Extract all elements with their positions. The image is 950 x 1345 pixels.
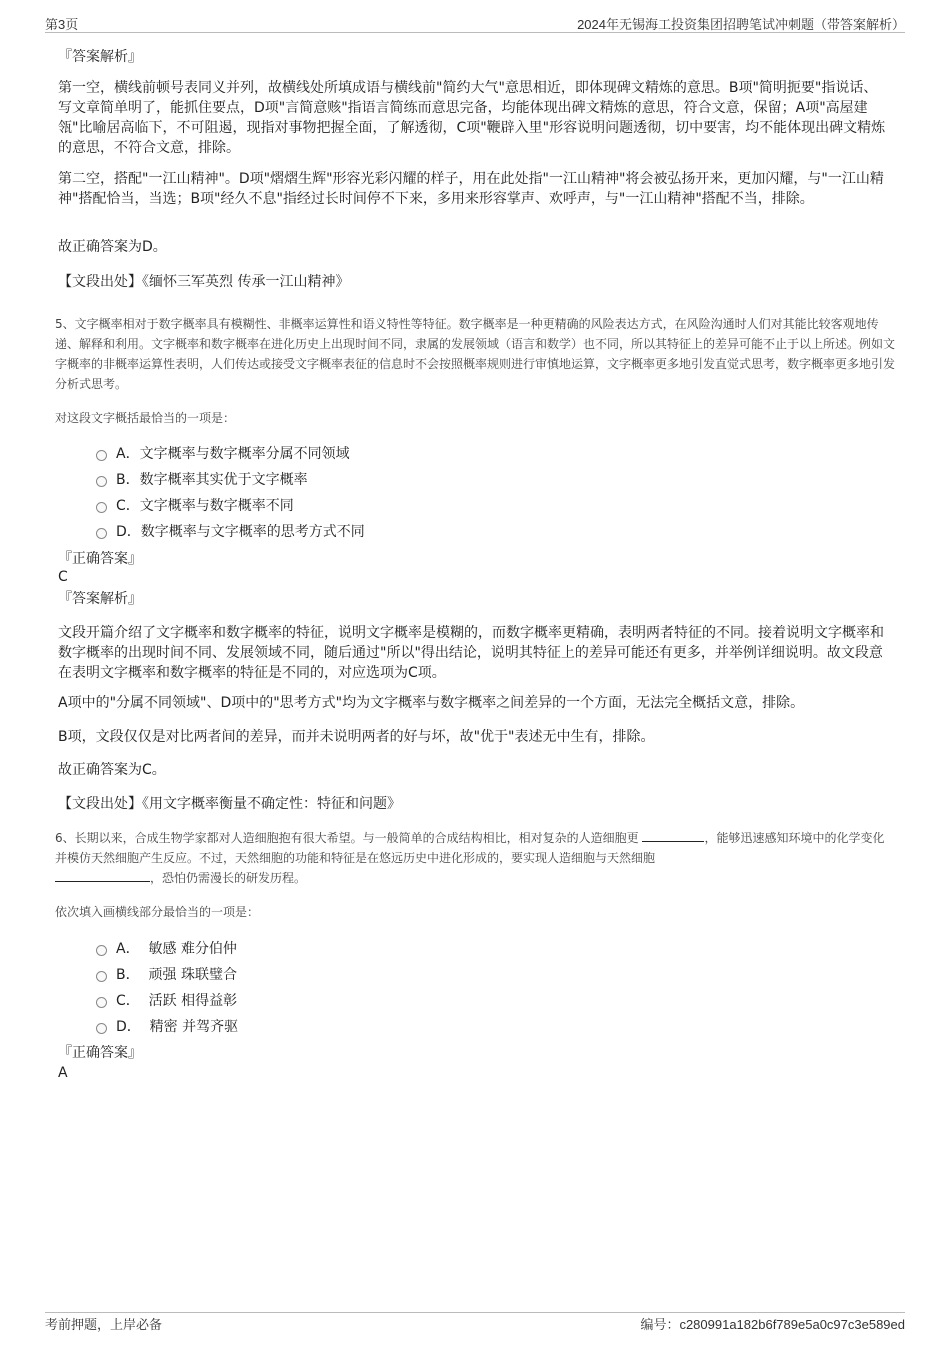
analysis-paragraph: B项，文段仅仅是对比两者间的差异，而并未说明两者的好与坏，故"优于"表述无中生有，排除。	[58, 729, 655, 745]
option-label: D．数字概率与文字概率的思考方式不同	[116, 524, 365, 540]
passage-source: 【文段出处】《缅怀三军英烈 传承一江山精神》	[58, 274, 350, 290]
option-c[interactable]	[96, 990, 237, 1010]
fill-blank	[55, 869, 150, 882]
analysis-paragraph: A项中的"分属不同领域"、D项中的"思考方式"均为文字概率与数字概率之间差异的一个方面，无法完全概括文意，排除。	[58, 695, 805, 711]
radio-icon[interactable]	[96, 528, 107, 539]
option-label: B．数字概率其实优于文字概率	[116, 472, 308, 488]
analysis-label: 『答案解析』	[58, 49, 142, 65]
option-c[interactable]	[96, 495, 294, 515]
header-divider	[45, 32, 905, 33]
option-b[interactable]	[96, 964, 237, 984]
radio-icon[interactable]	[96, 502, 107, 513]
option-label: C．文字概率与数字概率不同	[116, 498, 294, 514]
fill-blank	[642, 829, 704, 842]
radio-icon[interactable]	[96, 997, 107, 1008]
analysis-paragraph: 第一空，横线前顿号表同义并列，故横线处所填成语与横线前"简约大气"意思相近，即体现碑文精炼的意思。B项"简明扼要"指说话、写文章简单明了，能抓住要点，D项"言简意赅"指语言简练而意思完备，均能体现出碑文精炼的意思，符合文意，保留；A项"高屋建瓴"比喻居高临下，不可阻遏，现指对事物把握全面，了解透彻，C项"鞭辟入里"形容说明问题透彻，切中要害，均不能体现出碑文精炼的意思，不符合文意，排除。	[58, 80, 886, 156]
option-label: C． 活跃 相得益彰	[116, 993, 238, 1009]
option-b[interactable]	[96, 469, 308, 489]
question-6-prompt: 依次填入画横线部分最恰当的一项是：	[55, 905, 260, 919]
correct-answer: C	[58, 569, 68, 585]
analysis-label: 『答案解析』	[58, 591, 142, 607]
page-number: 第3页	[45, 17, 79, 32]
option-d[interactable]	[96, 1016, 238, 1036]
option-label: D． 精密 并驾齐驱	[116, 1019, 239, 1035]
document-id: 编号：c280991a182b6f789e5a0c97c3e589ed	[640, 1317, 905, 1332]
question-5-prompt: 对这段文字概括最恰当的一项是：	[55, 411, 236, 425]
option-label: A．文字概率与数字概率分属不同领域	[116, 446, 350, 462]
correct-answer-label: 『正确答案』	[58, 551, 142, 567]
radio-icon[interactable]	[96, 945, 107, 956]
footer-slogan: 考前押题，上岸必备	[45, 1317, 163, 1332]
question-5-text: 5、文字概率相对于数字概率具有模糊性、非概率运算性和语义特性等特征。数字概率是一种更精确的风险表达方式，在风险沟通时人们对其能比较客观地传递、解释和利用。文字概率和数字概率在进化历史上出现时间不同，隶属的发展领域（语言和数学）也不同，所以其特征上的差异可能不止于以上所述。例如文字概率的非概率运算性表明，人们传达或接受文字概率表征的信息时不会按照概率规则进行审慎地运算，文字概率更多地引发直觉式思考，数字概率更多地引发分析式思考。	[55, 317, 896, 391]
option-a[interactable]	[96, 443, 350, 463]
analysis-conclusion: 故正确答案为C。	[58, 762, 166, 778]
question-6-text	[55, 828, 895, 888]
analysis-conclusion: 故正确答案为D。	[58, 239, 167, 255]
option-label: B． 顽强 珠联璧合	[116, 967, 237, 983]
question-text: ，能够迅速感知环境中的化学变化并模仿天然细胞产生反应。不过，天然细胞的功能和特征是在悠远历史中进化形成的，要实现人造细胞与天然细胞	[55, 831, 885, 865]
passage-source: 【文段出处】《用文字概率衡量不确定性：特征和问题》	[58, 796, 401, 812]
radio-icon[interactable]	[96, 476, 107, 487]
document-title: 2024年无锡海工投资集团招聘笔试冲刺题（带答案解析）	[577, 17, 905, 32]
option-d[interactable]	[96, 521, 365, 541]
question-text: ，恐怕仍需漫长的研发历程。	[150, 871, 307, 885]
analysis-paragraph: 文段开篇介绍了文字概率和数字概率的特征，说明文字概率是模糊的，而数字概率更精确，表明两者特征的不同。接着说明文字概率和数字概率的出现时间不同、发展领域不同，随后通过"所以"得出结论，说明其特征上的差异可能还有更多，并举例详细说明。故文段意在表明文字概率和数字概率的特征是不同的，对应选项为C项。	[58, 625, 884, 681]
analysis-paragraph: 第二空，搭配"一江山精神"。D项"熠熠生辉"形容光彩闪耀的样子，用在此处指"一江山精神"将会被弘扬开来，更加闪耀，与"一江山精神"搭配恰当，当选；B项"经久不息"指经过长时间停不下来，多用来形容掌声、欢呼声，与"一江山精神"搭配不当，排除。	[58, 171, 884, 207]
question-text: 6、长期以来，合成生物学家都对人造细胞抱有很大希望。与一般简单的合成结构相比，相对复杂的人造细胞更	[55, 831, 639, 845]
radio-icon[interactable]	[96, 1023, 107, 1034]
option-label: A． 敏感 难分伯仲	[116, 941, 237, 957]
correct-answer-label: 『正确答案』	[58, 1045, 142, 1061]
option-a[interactable]	[96, 938, 237, 958]
correct-answer: A	[58, 1065, 68, 1081]
radio-icon[interactable]	[96, 971, 107, 982]
radio-icon[interactable]	[96, 450, 107, 461]
footer-divider	[45, 1312, 905, 1313]
